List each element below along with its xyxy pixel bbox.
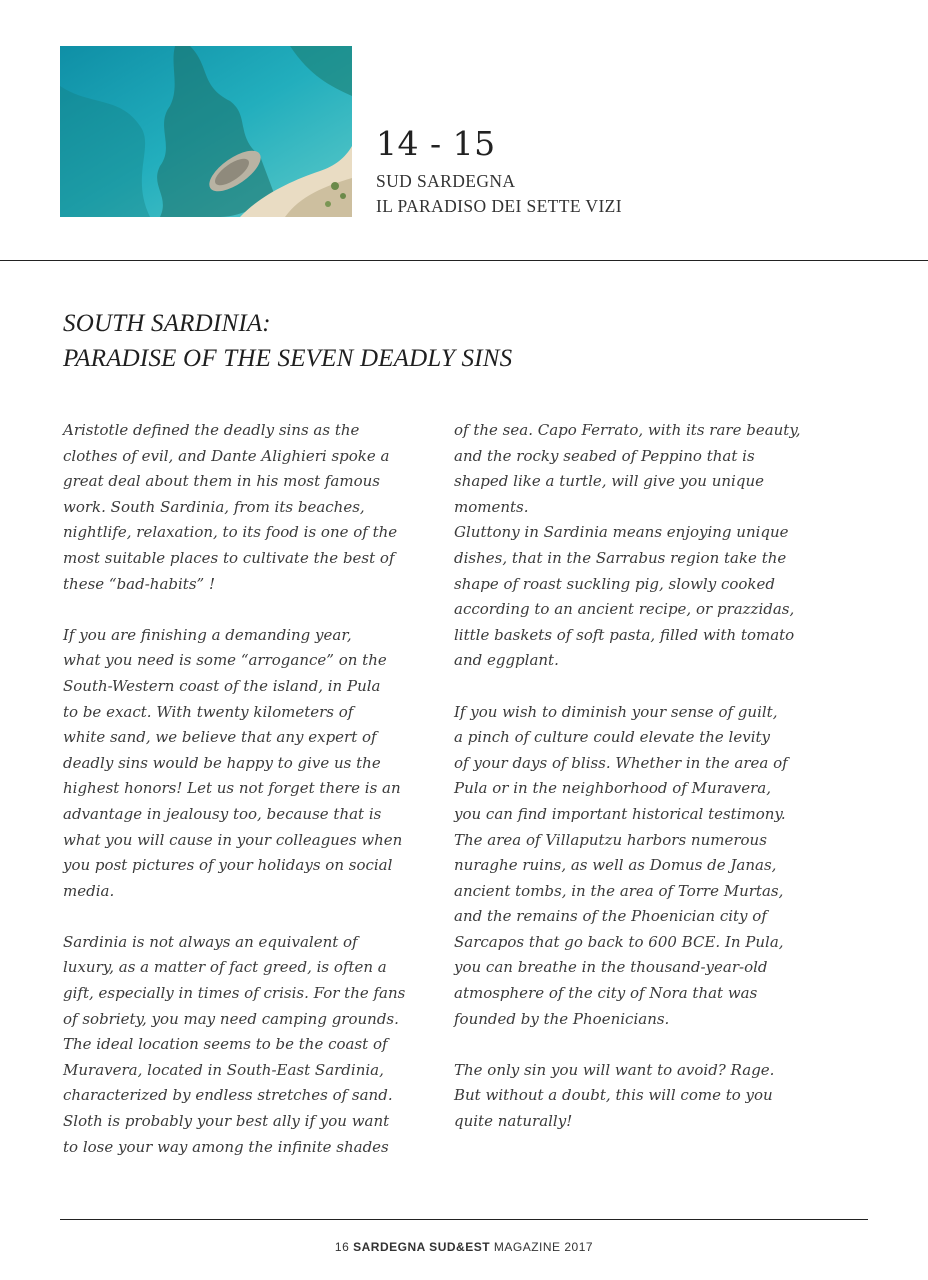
text-line: what you will cause in your colleagues when bbox=[63, 830, 403, 849]
text-line: according to an ancient recipe, or prazzidas, bbox=[454, 600, 795, 619]
text-line: media. bbox=[63, 881, 115, 900]
text-line: you post pictures of your holidays on social bbox=[63, 856, 393, 875]
text-line: you can find important historical testimony. bbox=[454, 804, 786, 823]
text-line: little baskets of soft pasta, filled with tomato bbox=[454, 625, 795, 644]
text-line: clothes of evil, and Dante Alighieri spoke a bbox=[63, 446, 390, 465]
text-line bbox=[63, 904, 408, 930]
text-line: The only sin you will want to avoid? Rage. bbox=[454, 1060, 775, 1079]
text-line: If you are finishing a demanding year, bbox=[63, 625, 352, 644]
text-line: Gluttony in Sardinia means enjoying unique bbox=[454, 523, 789, 542]
page-number: 16 bbox=[334, 1240, 350, 1254]
text-line: quite naturally! bbox=[454, 1112, 573, 1131]
text-line: great deal about them in his most famous bbox=[63, 472, 380, 491]
text-line: and eggplant. bbox=[454, 651, 559, 670]
text-line: and the rocky seabed of Peppino that is bbox=[454, 446, 755, 465]
text-line: Aristotle defined the deadly sins as the bbox=[63, 421, 360, 439]
text-line: nuraghe ruins, as well as Domus de Janas, bbox=[454, 856, 777, 875]
page-range: 14 - 15 bbox=[376, 124, 496, 163]
text-line: highest honors! Let us not forget there is an bbox=[63, 779, 401, 798]
article-title-line1: SOUTH SARDINIA: bbox=[63, 310, 271, 337]
text-line: moments. bbox=[454, 497, 529, 516]
text-line: If you wish to diminish your sense of guilt, bbox=[454, 702, 778, 721]
aerial-coast-photo bbox=[60, 46, 352, 217]
text-line: what you need is some “arrogance” on the bbox=[63, 651, 387, 670]
text-line: atmosphere of the city of Nora that was bbox=[454, 984, 758, 1003]
magazine-issue: MAGAZINE 2017 bbox=[493, 1240, 594, 1254]
text-line bbox=[63, 597, 408, 623]
magazine-brand: SARDEGNA SUD&EST bbox=[353, 1240, 491, 1254]
text-line: to be exact. With twenty kilometers of bbox=[63, 702, 354, 721]
text-line: But without a doubt, this will come to you bbox=[454, 1086, 773, 1105]
text-line: work. South Sardinia, from its beaches, bbox=[63, 497, 365, 516]
text-line: to lose your way among the infinite shades bbox=[63, 1137, 389, 1156]
text-line: founded by the Phoenicians. bbox=[454, 1009, 670, 1028]
bottom-divider bbox=[60, 1219, 868, 1220]
text-line: nightlife, relaxation, to its food is one of the bbox=[63, 523, 398, 542]
section-subtitle-italian: IL PARADISO DEI SETTE VIZI bbox=[376, 196, 622, 216]
text-line: The area of Villaputzu harbors numerous bbox=[454, 830, 767, 849]
text-line: of sobriety, you may need camping grounds. bbox=[63, 1009, 399, 1028]
text-line: South-Western coast of the island, in Pula bbox=[63, 676, 381, 695]
text-line bbox=[454, 1032, 799, 1058]
text-line: luxury, as a matter of fact greed, is often a bbox=[63, 958, 387, 977]
text-line: dishes, that in the Sarrabus region take the bbox=[454, 548, 787, 567]
article-column-right bbox=[454, 418, 799, 1135]
text-line: shaped like a turtle, will give you unique bbox=[454, 472, 764, 491]
text-line: shape of roast suckling pig, slowly cooked bbox=[454, 574, 775, 593]
text-line: ancient tombs, in the area of Torre Murtas, bbox=[454, 881, 784, 900]
article-title-line2: PARADISE OF THE SEVEN DEADLY SINS bbox=[63, 345, 513, 372]
text-line: characterized by endless stretches of sand. bbox=[63, 1086, 393, 1105]
text-line: most suitable places to cultivate the best of bbox=[63, 548, 395, 567]
text-line: you can breathe in the thousand-year-old bbox=[454, 958, 768, 977]
text-line: Sloth is probably your best ally if you want bbox=[63, 1112, 390, 1131]
text-line: a pinch of culture could elevate the levity bbox=[454, 728, 770, 747]
top-divider bbox=[0, 260, 928, 261]
text-line: gift, especially in times of crisis. For the fans bbox=[63, 984, 406, 1003]
text-line bbox=[454, 674, 799, 700]
page-footer bbox=[0, 1240, 928, 1254]
text-line: and the remains of the Phoenician city of bbox=[454, 907, 767, 926]
text-line: white sand, we believe that any expert of bbox=[63, 728, 377, 747]
text-line: Muravera, located in South-East Sardinia, bbox=[63, 1060, 384, 1079]
text-line: Sardinia is not always an equivalent of bbox=[63, 932, 358, 951]
text-line: advantage in jealousy too, because that is bbox=[63, 804, 382, 823]
article-column-left bbox=[63, 418, 408, 1160]
text-line: Pula or in the neighborhood of Muravera, bbox=[454, 779, 771, 798]
section-subtitle: SUD SARDEGNA bbox=[376, 171, 516, 191]
text-line: of the sea. Capo Ferrato, with its rare beauty, bbox=[454, 421, 801, 439]
text-line: Sarcapos that go back to 600 BCE. In Pula, bbox=[454, 932, 784, 951]
text-line: of your days of bliss. Whether in the area of bbox=[454, 753, 788, 772]
text-line: deadly sins would be happy to give us the bbox=[63, 753, 381, 772]
text-line: these “bad-habits” ! bbox=[63, 574, 215, 593]
text-line: The ideal location seems to be the coast of bbox=[63, 1035, 388, 1054]
